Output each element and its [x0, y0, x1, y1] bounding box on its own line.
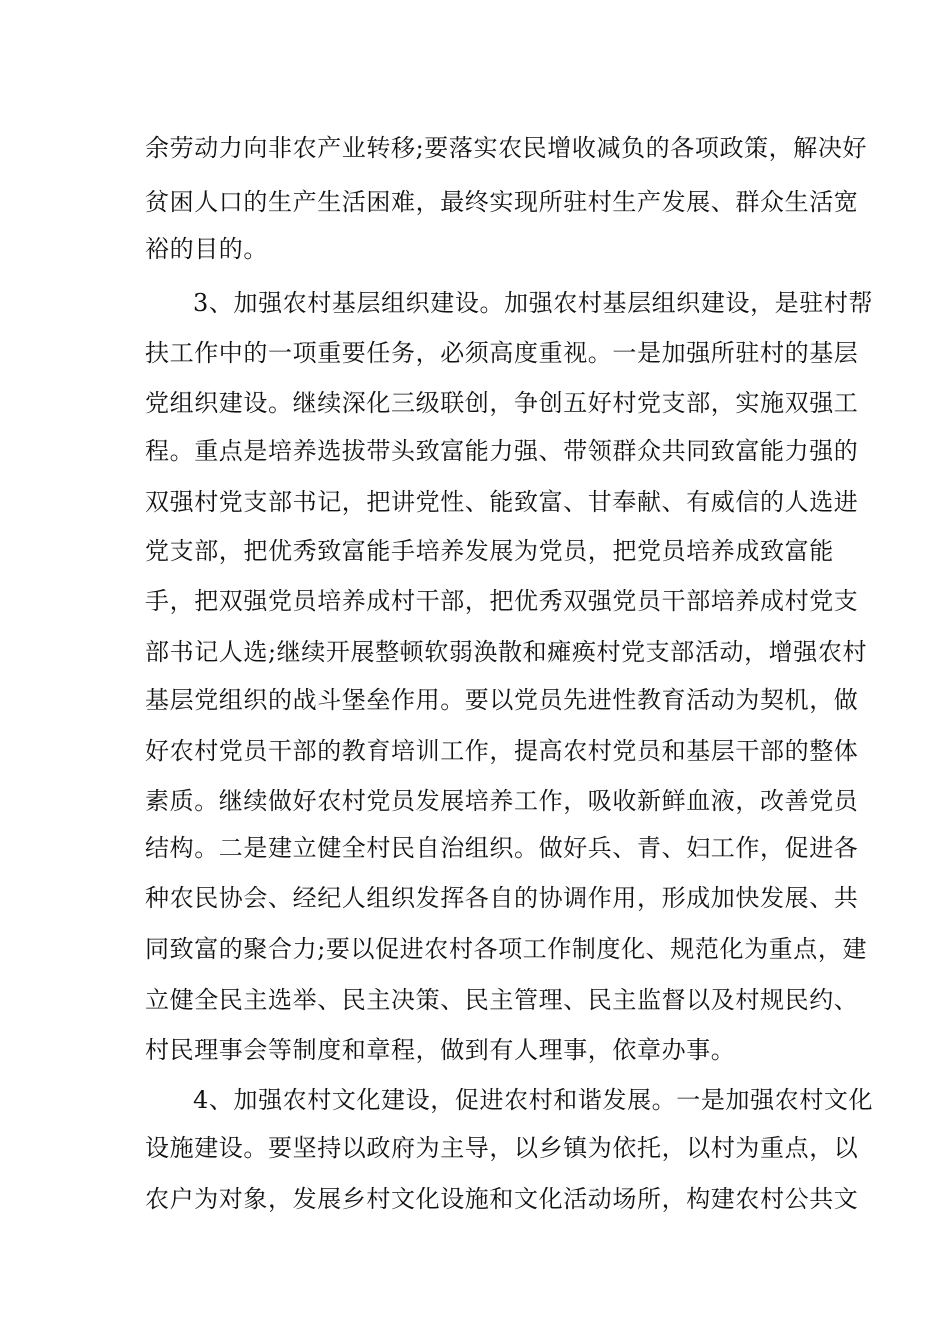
text-line: 贫困人口的生产生活困难，最终实现所驻村生产发展、群众生活宽 — [145, 188, 859, 216]
text-line: 素质。继续做好农村党员发展培养工作，吸收新鲜血液，改善党员 — [145, 787, 859, 815]
text-line: 扶工作中的一项重要任务，必须高度重视。一是加强所驻村的基层 — [145, 339, 859, 367]
text-line: 双强村党支部书记，把讲党性、能致富、甘奉献、有威信的人选进 — [145, 488, 859, 516]
text-line: 结构。二是建立健全村民自治组织。做好兵、青、妇工作，促进各 — [145, 834, 859, 862]
paragraph-4-heading-line: 4、加强农村文化建设，促进农村和谐发展。一是加强农村文化 — [193, 1086, 874, 1114]
text-line: 农户为对象，发展乡村文化设施和文化活动场所，构建农村公共文 — [145, 1185, 859, 1213]
text-line: 部书记人选;继续开展整顿软弱涣散和瘫痪村党支部活动，增强农村 — [145, 638, 868, 666]
text-line: 基层党组织的战斗堡垒作用。要以党员先进性教育活动为契机，做 — [145, 686, 859, 714]
paragraph-3-heading-line: 3、加强农村基层组织建设。加强农村基层组织建设，是驻村帮 — [193, 289, 874, 317]
text-line: 党支部，把优秀致富能手培养发展为党员，把党员培养成致富能 — [145, 537, 834, 565]
text-line: 好农村党员干部的教育培训工作，提高农村党员和基层干部的整体 — [145, 737, 859, 765]
text-line: 村民理事会等制度和章程，做到有人理事，依章办事。 — [145, 1036, 736, 1064]
text-line: 裕的目的。 — [145, 235, 268, 263]
text-line: 同致富的聚合力;要以促进农村各项工作制度化、规范化为重点，建 — [145, 935, 868, 963]
text-line: 手，把双强党员培养成村干部，把优秀双强党员干部培养成村党支 — [145, 587, 859, 615]
text-line: 程。重点是培养选拔带头致富能力强、带领群众共同致富能力强的 — [145, 437, 859, 465]
text-line: 设施建设。要坚持以政府为主导，以乡镇为依托，以村为重点，以 — [145, 1134, 859, 1162]
text-line: 立健全民主选举、民主决策、民主管理、民主监督以及村规民约、 — [145, 986, 859, 1014]
text-line: 余劳动力向非农产业转移;要落实农民增收减负的各项政策，解决好 — [145, 134, 868, 162]
text-line: 党组织建设。继续深化三级联创，争创五好村党支部，实施双强工 — [145, 389, 859, 417]
text-line: 种农民协会、经纪人组织发挥各自的协调作用，形成加快发展、共 — [145, 884, 859, 912]
